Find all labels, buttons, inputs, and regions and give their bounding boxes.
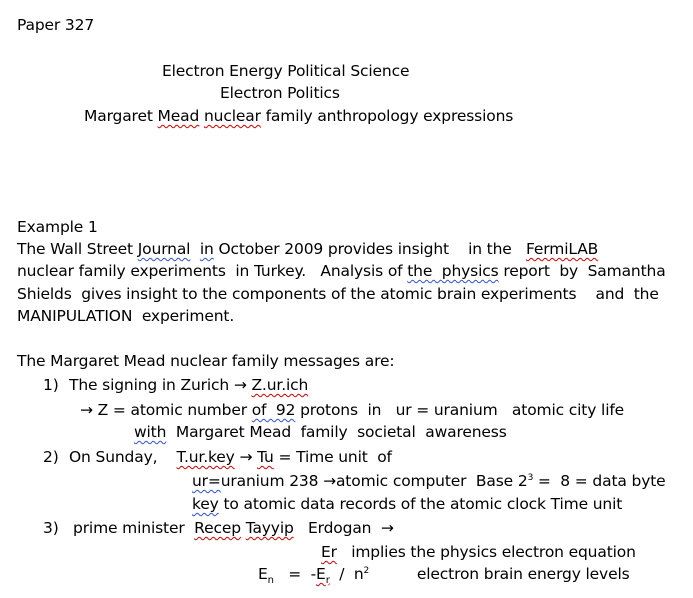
spellcheck-word: T.ur.key xyxy=(176,448,235,466)
list-sub-line xyxy=(321,542,636,562)
text-run: uranium 238 →atomic computer Base 2 xyxy=(220,472,528,490)
text-run: to atomic data records of the atomic clock Time unit xyxy=(218,495,623,513)
text-run: implies the physics electron equation xyxy=(336,543,636,561)
spellcheck-word: Er xyxy=(321,543,337,561)
spellcheck-word: FermiLAB xyxy=(526,240,599,258)
text-run: = Time unit of xyxy=(273,448,392,466)
equation-symbol: E xyxy=(258,565,268,583)
spellcheck-word: Recep xyxy=(194,519,241,537)
list-item xyxy=(69,375,308,395)
text-run: family anthropology expressions xyxy=(260,107,514,125)
grammar-word: the physics xyxy=(407,262,499,280)
text-run: protons in ur = uranium atomic city life xyxy=(295,401,625,419)
text-run: October 2009 provides insight in the xyxy=(213,240,526,258)
list-number: 1) xyxy=(43,376,59,394)
paragraph-line xyxy=(17,261,666,281)
title-line-1: Electron Energy Political Science xyxy=(162,62,410,80)
text-run: → xyxy=(234,448,258,466)
spellcheck-word: Z.ur.ich xyxy=(251,376,309,394)
spellcheck-word: Tu xyxy=(257,448,274,466)
text-run xyxy=(190,240,200,258)
spellcheck-word: Mead xyxy=(157,107,200,125)
grammar-word: of 92 xyxy=(251,401,296,419)
text-run: The Wall Street xyxy=(17,240,138,258)
paragraph-line: MANIPULATION experiment. xyxy=(17,307,235,325)
grammar-word: with xyxy=(134,423,167,441)
text-run: = 8 = data byte xyxy=(533,472,666,490)
title-line-3 xyxy=(84,106,513,126)
list-sub-line xyxy=(192,471,666,491)
superscript: 3 xyxy=(527,472,534,483)
text-run: = - xyxy=(273,565,317,583)
superscript: 2 xyxy=(363,565,370,576)
paragraph-line xyxy=(17,239,598,259)
grammar-word: Journal xyxy=(137,240,191,258)
subscript: n xyxy=(267,575,274,587)
spellcheck-word xyxy=(316,565,330,587)
spellcheck-word: nuclear xyxy=(203,107,261,125)
text-run: report by Samantha xyxy=(498,262,666,280)
subscript: r xyxy=(325,575,330,587)
list-item xyxy=(69,447,392,467)
list-sub-line xyxy=(134,422,507,442)
text-run: Margaret xyxy=(84,107,158,125)
messages-intro: The Margaret Mead nuclear family messages are: xyxy=(17,352,395,370)
equation-symbol: E xyxy=(316,565,326,583)
paper-label: Paper 327 xyxy=(17,16,95,34)
list-number: 3) xyxy=(43,519,59,537)
text-run: Margaret Mead family societal awareness xyxy=(166,423,507,441)
text-run: nuclear family experiments in Turkey. Analysis of xyxy=(17,262,408,280)
text-run: Erdogan → xyxy=(293,519,394,537)
grammar-word: key xyxy=(192,495,219,513)
text-run: prime minister xyxy=(73,519,195,537)
list-sub-line xyxy=(80,400,624,420)
grammar-word: in xyxy=(199,240,214,258)
list-sub-line xyxy=(192,494,622,514)
list-item xyxy=(73,518,394,538)
equation-line xyxy=(258,564,630,587)
text-run: / n xyxy=(329,565,364,583)
text-run: On Sunday, xyxy=(69,448,177,466)
text-run: electron brain energy levels xyxy=(369,565,630,583)
grammar-word: ur= xyxy=(192,472,221,490)
title-line-2: Electron Politics xyxy=(220,84,340,102)
paragraph-line: Shields gives insight to the components of the atomic brain experiments and the xyxy=(17,285,659,303)
text-run: The signing in Zurich → xyxy=(69,376,252,394)
list-number: 2) xyxy=(43,448,59,466)
example-heading: Example 1 xyxy=(17,218,98,236)
text-run: → Z = atomic number xyxy=(80,401,252,419)
spellcheck-word: Tayyip xyxy=(245,519,294,537)
